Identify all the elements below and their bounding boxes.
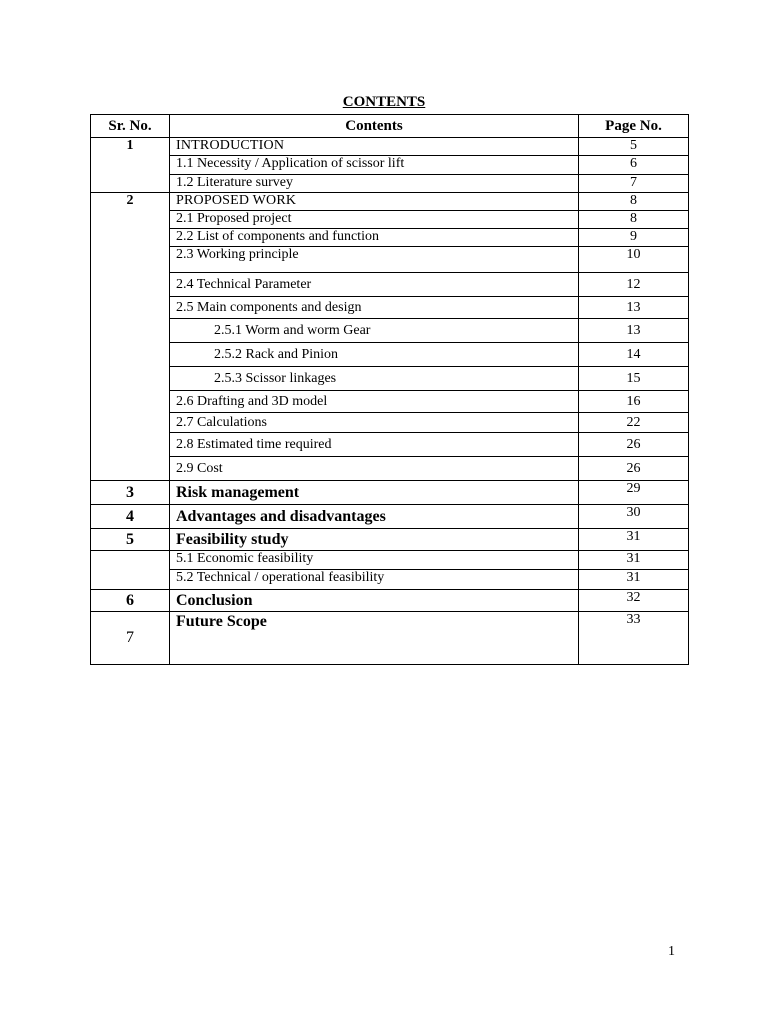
page-number-cell: 5 — [579, 138, 689, 156]
table-row — [91, 319, 689, 343]
table-row — [91, 367, 689, 391]
page-number-cell: 16 — [579, 391, 689, 413]
toc-entry: Feasibility study — [170, 529, 579, 551]
toc-entry: Future Scope — [170, 612, 579, 665]
toc-entry: 2.3 Working principle — [170, 247, 579, 273]
sr-no-cell: 2 — [91, 193, 170, 481]
table-row — [91, 529, 689, 551]
page-number-cell: 22 — [579, 413, 689, 433]
table-row — [91, 297, 689, 319]
table-row — [91, 612, 689, 665]
toc-entry: PROPOSED WORK — [170, 193, 579, 211]
table-row — [91, 175, 689, 193]
toc-entry: Conclusion — [170, 590, 579, 612]
header-contents: Contents — [170, 115, 579, 138]
toc-entry: Advantages and disadvantages — [170, 505, 579, 529]
header-sr-no: Sr. No. — [91, 115, 170, 138]
table-row — [91, 273, 689, 297]
toc-entry: 2.9 Cost — [170, 457, 579, 481]
toc-entry: 2.5.1 Worm and worm Gear — [170, 319, 579, 343]
contents-table — [90, 114, 689, 665]
sr-no-cell: 4 — [91, 505, 170, 529]
page-number-cell: 8 — [579, 193, 689, 211]
toc-entry: INTRODUCTION — [170, 138, 579, 156]
page-number-cell: 29 — [579, 481, 689, 505]
table-row — [91, 247, 689, 273]
toc-entry: 2.5.2 Rack and Pinion — [170, 343, 579, 367]
page-number-cell: 10 — [579, 247, 689, 273]
sr-no-cell: 3 — [91, 481, 170, 505]
toc-entry: 5.2 Technical / operational feasibility — [170, 570, 579, 590]
page-number-cell: 33 — [579, 612, 689, 665]
toc-entry: 1.1 Necessity / Application of scissor lift — [170, 156, 579, 175]
table-row — [91, 433, 689, 457]
table-row — [91, 229, 689, 247]
toc-entry: 2.4 Technical Parameter — [170, 273, 579, 297]
page-number-cell: 7 — [579, 175, 689, 193]
page-number-cell: 13 — [579, 297, 689, 319]
table-row — [91, 193, 689, 211]
toc-entry: 2.1 Proposed project — [170, 211, 579, 229]
sr-no-cell: 5 — [91, 529, 170, 551]
table-row — [91, 138, 689, 156]
page-number-cell: 31 — [579, 551, 689, 570]
page-number-cell: 13 — [579, 319, 689, 343]
page-number-cell: 31 — [579, 570, 689, 590]
page-number-cell: 12 — [579, 273, 689, 297]
page-number-cell: 26 — [579, 433, 689, 457]
table-row — [91, 505, 689, 529]
page-number-cell: 6 — [579, 156, 689, 175]
page-number-cell: 8 — [579, 211, 689, 229]
table-row — [91, 570, 689, 590]
page-footer-number: 1 — [668, 944, 675, 959]
table-row — [91, 457, 689, 481]
toc-entry: 2.5 Main components and design — [170, 297, 579, 319]
table-header-row — [91, 115, 689, 138]
header-page-no: Page No. — [579, 115, 689, 138]
table-row — [91, 413, 689, 433]
page-number-cell: 26 — [579, 457, 689, 481]
table-row — [91, 211, 689, 229]
toc-entry: 2.5.3 Scissor linkages — [170, 367, 579, 391]
empty-sr-cell — [91, 551, 170, 590]
sr-no-cell: 6 — [91, 590, 170, 612]
toc-entry: 5.1 Economic feasibility — [170, 551, 579, 570]
toc-entry: 2.6 Drafting and 3D model — [170, 391, 579, 413]
table-row — [91, 391, 689, 413]
table-row — [91, 481, 689, 505]
table-row — [91, 156, 689, 175]
contents-title: CONTENTS — [342, 94, 426, 110]
page-number-cell: 14 — [579, 343, 689, 367]
page-number-cell: 30 — [579, 505, 689, 529]
page-number-cell: 9 — [579, 229, 689, 247]
sr-no-cell: 1 — [91, 138, 170, 193]
toc-entry: 2.7 Calculations — [170, 413, 579, 433]
page-number-cell: 15 — [579, 367, 689, 391]
toc-entry: 2.8 Estimated time required — [170, 433, 579, 457]
toc-entry: 1.2 Literature survey — [170, 175, 579, 193]
page-number-cell: 31 — [579, 529, 689, 551]
sr-no-cell: 7 — [91, 612, 170, 665]
table-row — [91, 343, 689, 367]
table-row — [91, 590, 689, 612]
page-number-cell: 32 — [579, 590, 689, 612]
toc-entry: Risk management — [170, 481, 579, 505]
table-row — [91, 551, 689, 570]
toc-entry: 2.2 List of components and function — [170, 229, 579, 247]
